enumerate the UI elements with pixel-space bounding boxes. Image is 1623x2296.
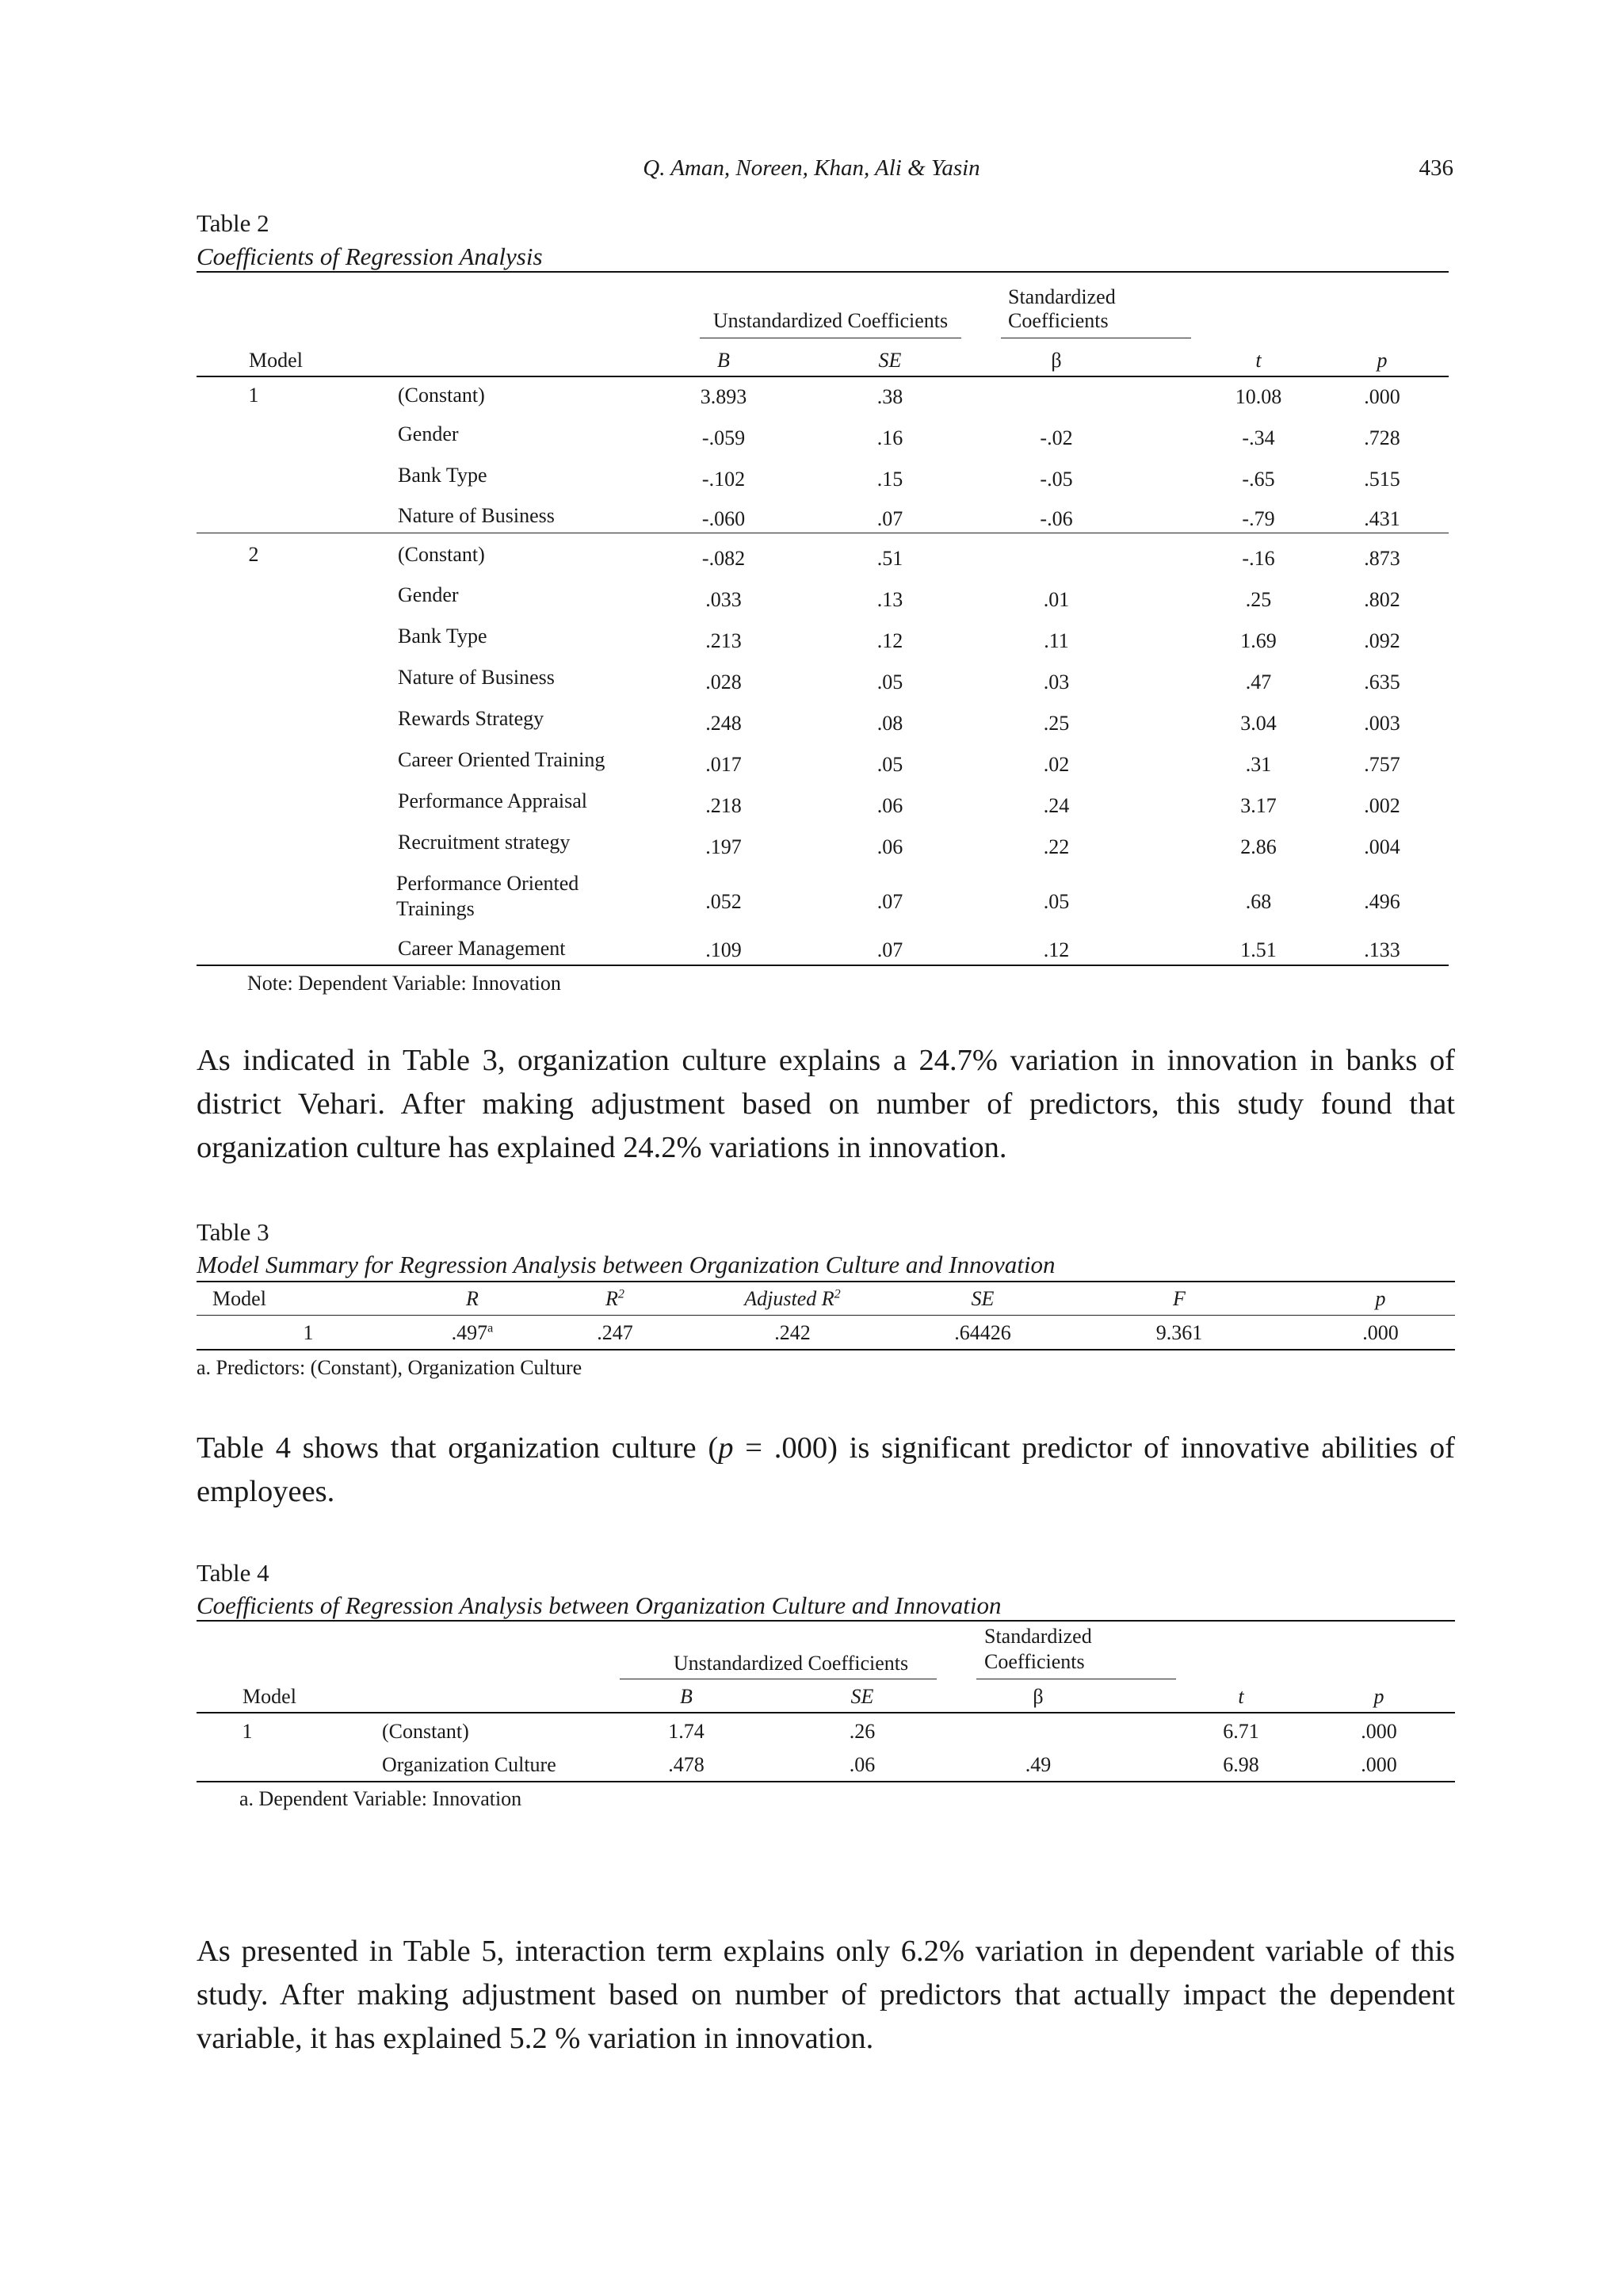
table-2-cell-variable: Rewards Strategy: [398, 707, 544, 730]
table-2-cell-variable: Performance Oriented Trainings: [396, 872, 579, 920]
table-3-cell-r: [452, 1323, 494, 1343]
table-2-cell-beta: .11: [1044, 629, 1069, 652]
table-2-cell-variable: Performance Appraisal: [398, 789, 587, 812]
table-2-cell-variable: Recruitment strategy: [398, 831, 571, 854]
table-2-header-beta: β: [1051, 349, 1062, 372]
table-2-cell-b: .197: [705, 835, 742, 858]
paragraph-2-text-end: = .000) is significant predictor of innovative abilities of employees.: [197, 1431, 1455, 1508]
table-2-group-standardized-line1: Standardized: [1008, 285, 1116, 308]
table-2-cell-beta: -.02: [1040, 426, 1073, 449]
table-2-cell-b: -.059: [701, 426, 746, 449]
table-2-header-model: Model: [249, 349, 303, 372]
table-2-note: Note: Dependent Variable: Innovation: [247, 972, 561, 995]
table-2-cell-t: 3.04: [1240, 712, 1277, 735]
table-2-cell-se: .12: [876, 629, 903, 652]
table-2-cell-t: .31: [1245, 753, 1272, 776]
table-2-header-p: p: [1377, 349, 1388, 372]
table-2-cell-se: .05: [876, 753, 903, 776]
table-2-cell-model: 1: [248, 384, 259, 407]
table-4-cell-variable: Organization Culture: [382, 1753, 556, 1776]
table-2-cell-b: .033: [705, 588, 742, 611]
table-2-cell-p: .635: [1364, 670, 1400, 693]
table-2-cell-variable: Career Oriented Training: [398, 748, 605, 771]
table-2-cell-se: .13: [876, 588, 903, 611]
table-4-cell-b: .478: [668, 1753, 705, 1776]
table-3-header-rule: [197, 1315, 1455, 1316]
table-2-cell-t: -.79: [1242, 507, 1275, 530]
table-2-cell-t: .25: [1245, 588, 1272, 611]
table-3-label: Table 3: [197, 1218, 269, 1246]
table-3-cell-model: 1: [303, 1321, 314, 1344]
table-2-cell-p: .000: [1364, 385, 1400, 408]
table-4-cell-beta: .49: [1025, 1753, 1052, 1776]
table-2-cell-se: .07: [876, 507, 903, 530]
table-4-cell-se: .06: [849, 1753, 876, 1776]
table-2-cell-b: .017: [705, 753, 742, 776]
table-4-cell-p: .000: [1361, 1720, 1397, 1743]
table-4-cell-t: 6.71: [1223, 1720, 1259, 1743]
table-2-cell-se: .07: [876, 938, 903, 961]
table-4-group-standardized-line1: Standardized: [984, 1625, 1092, 1648]
table-2-cell-t: 3.17: [1240, 794, 1277, 817]
table-2-cell-p: .002: [1364, 794, 1400, 817]
table-2-cell-beta: .03: [1043, 670, 1070, 693]
table-2-cell-variable: Career Management: [398, 937, 566, 960]
table-4-cell-p: .000: [1361, 1753, 1397, 1776]
table-2-cell-p: .515: [1364, 468, 1400, 491]
table-2-cell-beta: .05: [1043, 890, 1070, 913]
table-2-title: Coefficients of Regression Analysis: [197, 243, 543, 270]
table-2-header-rule: [197, 376, 1449, 377]
table-2-cell-t: -.34: [1242, 426, 1275, 449]
body-paragraph-2: [197, 1427, 1455, 1514]
table-4-cell-model: 1: [242, 1720, 253, 1743]
table-4-header-p: p: [1373, 1685, 1384, 1708]
table-2-cell-b: .028: [705, 670, 742, 693]
table-2-cell-b: -.102: [701, 468, 746, 491]
table-2-cell-se: .07: [876, 890, 903, 913]
table-2-cell-se: .51: [876, 547, 903, 570]
table-2-cell-p: .496: [1364, 890, 1400, 913]
table-3-cell-r2: .247: [597, 1321, 633, 1344]
table-2-cell-beta: .24: [1043, 794, 1070, 817]
adjusted-r2-label: Adjusted R: [744, 1287, 834, 1310]
table-2-cell-p: .757: [1364, 753, 1400, 776]
r2-label: R: [605, 1287, 618, 1310]
table-4-cell-variable: (Constant): [382, 1720, 469, 1743]
table-2-cell-se: .05: [876, 670, 903, 693]
table-3-header-f: F: [1173, 1287, 1186, 1310]
table-2-cell-p: .728: [1364, 426, 1400, 449]
table-2-group-unstandardized: Unstandardized Coefficients: [712, 309, 949, 332]
table-3-header-r2: [605, 1289, 624, 1309]
table-2-cell-se: .15: [876, 468, 903, 491]
table-2-cell-t: 10.08: [1235, 385, 1282, 408]
table-3-header-se: SE: [971, 1287, 995, 1310]
table-2-cell-b: .109: [705, 938, 742, 961]
table-2-cell-t: 2.86: [1240, 835, 1277, 858]
table-2-top-rule: [197, 271, 1449, 273]
table-2-cell-b: -.082: [701, 547, 746, 570]
table-3-note: a. Predictors: (Constant), Organization Culture: [197, 1356, 582, 1379]
table-2-cell-p: .133: [1364, 938, 1400, 961]
table-2-cell-se: .16: [876, 426, 903, 449]
table-2-cell-beta: .01: [1043, 588, 1070, 611]
table-2-cell-variable: Gender: [398, 583, 459, 606]
table-2-cell-b: .218: [705, 794, 742, 817]
table-2-header-se: SE: [878, 349, 902, 372]
table-2-cell-p: .431: [1364, 507, 1400, 530]
table-2-cell-p: .802: [1364, 588, 1400, 611]
table-2-cell-variable: Gender: [398, 422, 459, 445]
table-2-cell-beta: .12: [1043, 938, 1070, 961]
table-2-cell-variable: Bank Type: [398, 625, 487, 648]
table-2-cell-p: .873: [1364, 547, 1400, 570]
table-4-cell-t: 6.98: [1223, 1753, 1259, 1776]
running-head: [0, 155, 1623, 187]
table-2-cell-variable: Nature of Business: [398, 504, 555, 527]
table-2-cell-t: -.65: [1242, 468, 1275, 491]
table-2-cell-beta: .25: [1043, 712, 1070, 735]
table-2-cell-variable: Nature of Business: [398, 666, 555, 689]
table-4-header-beta: β: [1033, 1685, 1044, 1708]
table-4-note: a. Dependent Variable: Innovation: [239, 1787, 522, 1810]
table-2-cell-b: 3.893: [700, 385, 747, 408]
table-2-cell-b: -.060: [701, 507, 746, 530]
table-2-cell-variable: (Constant): [398, 384, 485, 407]
body-paragraph-3: As presented in Table 5, interaction term explains only 6.2% variation in dependent variable of this study. After making adjustment based on number of predictors that actually impact the dependent variable, it has explained 5.2 % variation in innovation.: [197, 1935, 1455, 2055]
table-3-header-p: p: [1375, 1287, 1386, 1310]
table-2-cell-beta: -.06: [1040, 507, 1073, 530]
table-4-group-unstandardized: Unstandardized Coefficients: [673, 1652, 909, 1675]
table-2-cell-beta: .22: [1043, 835, 1070, 858]
table-4-header-b: B: [680, 1685, 693, 1708]
table-2-cell-se: .38: [876, 385, 903, 408]
table-2-cell-variable: (Constant): [398, 543, 485, 566]
paragraph-2-p-symbol: p: [718, 1431, 734, 1465]
running-title: Q. Aman, Noreen, Khan, Ali & Yasin: [643, 155, 980, 181]
table-3-bottom-rule: [197, 1349, 1455, 1350]
table-3-header-model: Model: [212, 1287, 266, 1310]
table-2-cell-se: .06: [876, 794, 903, 817]
table-2-bottom-rule: [197, 965, 1449, 966]
table-3-cell-adjusted-r2: .242: [774, 1321, 811, 1344]
table-2-cell-b: .213: [705, 629, 742, 652]
table-2-group-standardized-line2: Coefficients: [1008, 309, 1109, 332]
table-2-cell-t: 1.69: [1240, 629, 1277, 652]
table-2-cell-p: .092: [1364, 629, 1400, 652]
table-2-cell-t: .68: [1245, 890, 1272, 913]
table-2-cell-b: .248: [705, 712, 742, 735]
table-4-header-rule: [197, 1712, 1455, 1713]
adjusted-r2-superscript: 2: [834, 1287, 841, 1301]
table-3-cell-se: .64426: [954, 1321, 1011, 1344]
table-4-header-se: SE: [850, 1685, 874, 1708]
table-2-label: Table 2: [197, 209, 269, 237]
table-4-header-model: Model: [242, 1685, 296, 1708]
table-4-cell-se: .26: [849, 1720, 876, 1743]
table-2-cell-model: 2: [248, 543, 259, 566]
table-4-title: Coefficients of Regression Analysis between Organization Culture and Innovation: [197, 1591, 1002, 1619]
body-paragraph-1: As indicated in Table 3, organization culture explains a 24.7% variation in innovation in banks of district Vehari. After making adjustment based on number of predictors, this study found that organization culture has explained 24.2% variations in innovation.: [197, 1044, 1455, 1164]
table-4-bottom-rule: [197, 1781, 1455, 1782]
table-2-cell-p: .004: [1364, 835, 1400, 858]
table-2-cell-t: .47: [1245, 670, 1272, 693]
table-3-cell-f: 9.361: [1155, 1321, 1203, 1344]
table-2-cell-se: .08: [876, 712, 903, 735]
table-2-cell-b: .052: [705, 890, 742, 913]
table-2-cell-beta: .02: [1043, 753, 1070, 776]
table-4-header-t: t: [1238, 1685, 1244, 1708]
table-4-top-rule: [197, 1620, 1455, 1622]
table-2-cell-variable: Bank Type: [398, 464, 487, 487]
table-2-cell-p: .003: [1364, 712, 1400, 735]
table-4-label: Table 4: [197, 1559, 269, 1587]
r-value-superscript: a: [487, 1321, 494, 1335]
table-3-header-adjusted-r2: [744, 1289, 840, 1309]
table-2-header-t: t: [1255, 349, 1262, 372]
table-3-top-rule: [197, 1281, 1455, 1282]
table-4-group-standardized-line2: Coefficients: [984, 1650, 1085, 1673]
table-4-cell-b: 1.74: [668, 1720, 705, 1743]
r-value: .497: [451, 1321, 488, 1344]
table-3-title: Model Summary for Regression Analysis between Organization Culture and Innovation: [197, 1251, 1056, 1278]
table-3-header-r: R: [466, 1287, 479, 1310]
table-3-cell-p: .000: [1362, 1321, 1399, 1344]
table-2-cell-beta: -.05: [1040, 468, 1073, 491]
page-number: 436: [1419, 155, 1453, 181]
table-2-header-b: B: [717, 349, 730, 372]
table-2-cell-t: 1.51: [1240, 938, 1277, 961]
r2-superscript: 2: [617, 1287, 624, 1301]
table-2-cell-se: .06: [876, 835, 903, 858]
table-2-cell-t: -.16: [1242, 547, 1275, 570]
paragraph-2-text-start: Table 4 shows that organization culture (: [197, 1431, 719, 1465]
